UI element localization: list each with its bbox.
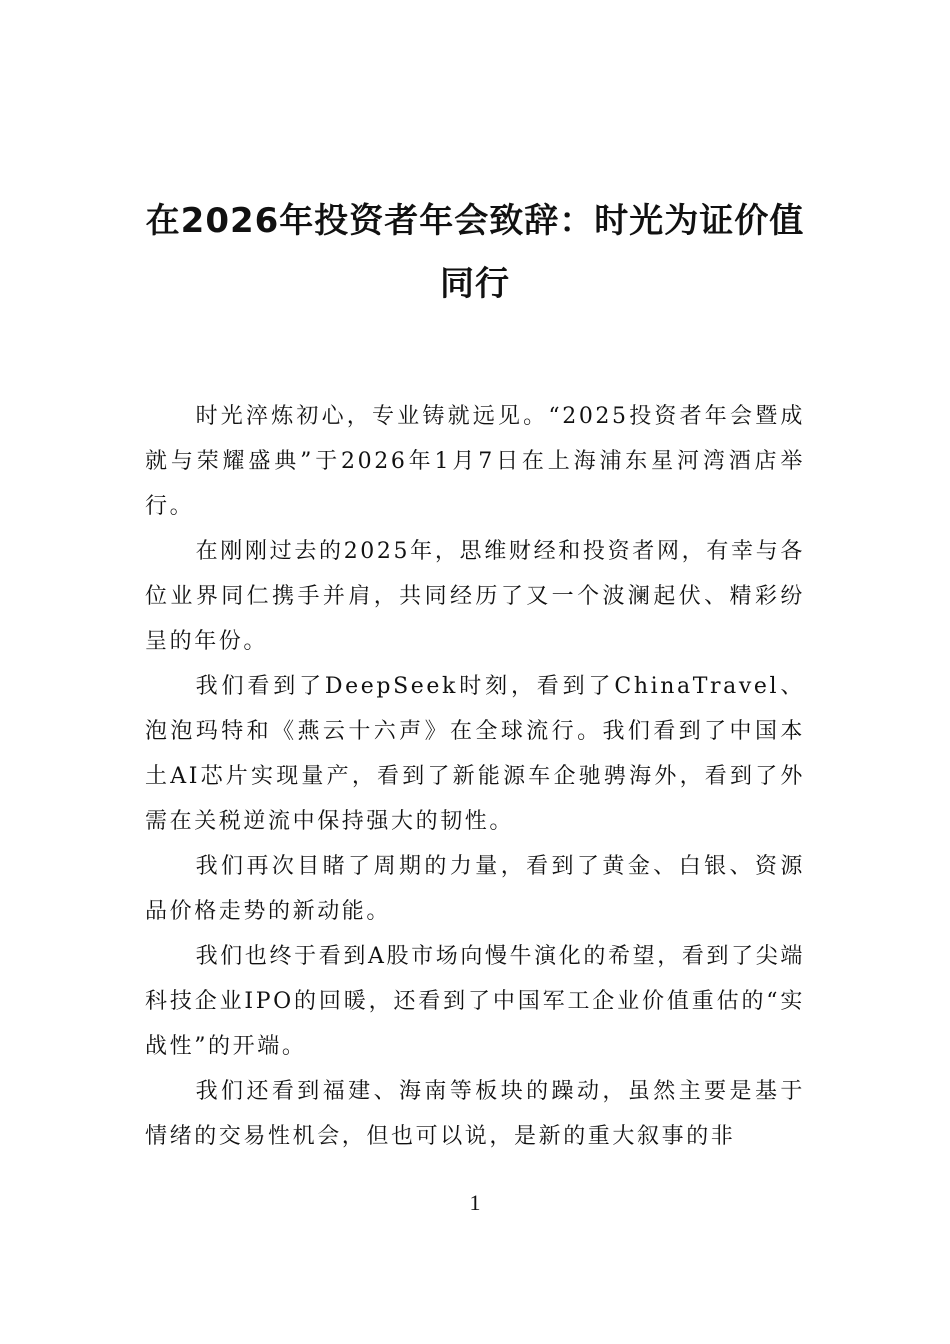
paragraph-2: 在刚刚过去的2025年，思维财经和投资者网，有幸与各位业界同仁携手并肩，共同经历了又一个波澜起伏、精彩纷呈的年份。 [145,539,805,654]
paragraph-6: 我们还看到福建、海南等板块的躁动，虽然主要是基于情绪的交易性机会，但也可以说，是新的重大叙事的非 [145,1079,805,1149]
page-number: 1 [469,1190,481,1215]
paragraph-3: 我们看到了DeepSeek时刻，看到了ChinaTravel、泡泡玛特和《燕云十六声》在全球流行。我们看到了中国本土AI芯片实现量产，看到了新能源车企驰骋海外，看到了外需在关税逆流中保持强大的韧性。 [145,674,805,834]
paragraph-4: 我们再次目睹了周期的力量，看到了黄金、白银、资源品价格走势的新动能。 [145,854,805,924]
paragraph-5: 我们也终于看到A股市场向慢牛演化的希望，看到了尖端科技企业IPO的回暖，还看到了中国军工企业价值重估的“实战性”的开端。 [145,944,805,1059]
document-body [145,394,805,1159]
paragraph-1: 时光淬炼初心，专业铸就远见。“2025投资者年会暨成就与荣耀盛典”于2026年1月7日在上海浦东星河湾酒店举行。 [145,404,805,519]
document-title: 在2026年投资者年会致辞：时光为证价值同行 [145,201,805,304]
